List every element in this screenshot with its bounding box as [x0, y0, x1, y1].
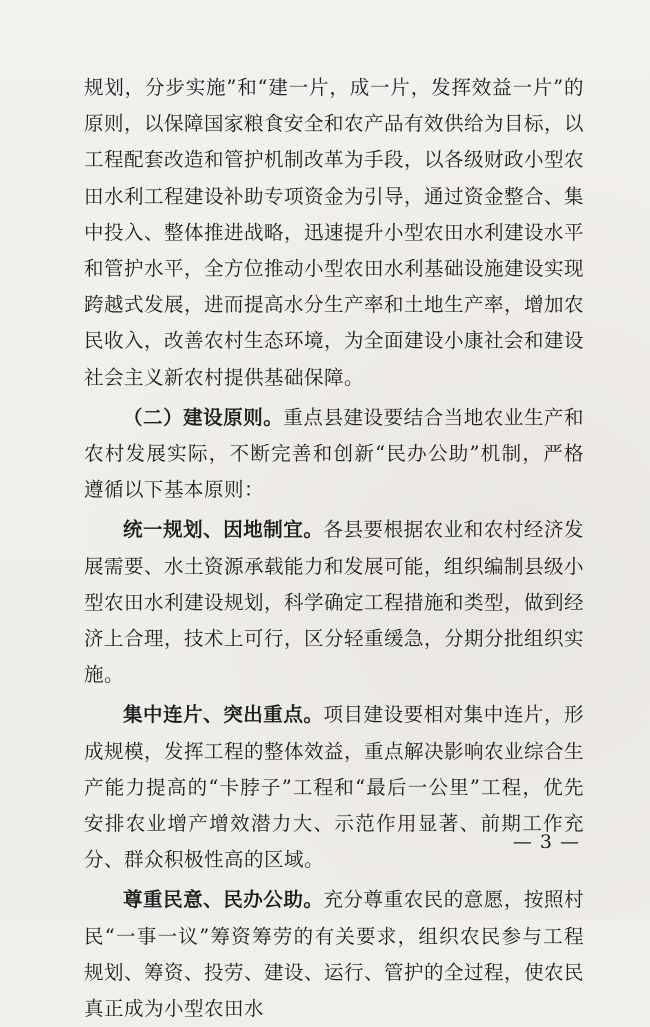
principle-heading-unified-planning: 统一规划、因地制宜。 [123, 518, 324, 542]
principle-heading-concentrated-focus: 集中连片、突出重点。 [123, 703, 324, 727]
paragraph-text: 各县要根据农业和农村经济发展需要、水土资源承载能力和发展可能，组织编制县级小型农田水利建设规划，科学确定工程措施和类型，做到经济上合理，技术上可行，区分轻重缓急，分期分批组织实施。 [84, 518, 585, 687]
paragraph-text: 重点县建设要结合当地农业生产和农村发展实际，不断完善和创新“民办公助”机制，严格遵循以下基本原则： [84, 405, 584, 502]
paragraph-concentrated-focus [84, 697, 584, 878]
paragraph-respect-public-will [84, 882, 584, 1027]
paragraph-text: 项目建设要相对集中连片，形成规模，发挥工程的整体效益，重点解决影响农业综合生产能力提高的“卡脖子”工程和“最后一公里”工程，优先安排农业增产增效潜力大、示范作用显著、前期工作充分、群众积极性高的区域。 [84, 703, 585, 872]
paragraph-text: 充分尊重农民的意愿，按照村民“一事一议”筹资筹劳的有关要求，组织农民参与工程规划、筹资、投劳、建设、运行、管护的全过程，使农民真正成为小型农田水 [84, 888, 585, 1021]
paragraph-unified-planning [84, 512, 584, 693]
section-heading-construction-principles: （二）建设原则。 [123, 405, 284, 429]
document-body [84, 70, 584, 1027]
paragraph-objectives-continued: 规划，分步实施”和“建一片，成一片，发挥效益一片”的原则，以保障国家粮食安全和农产品有效供给为目标，以工程配套改造和管护机制改革为手段，以各级财政小型农田水利工程建设补助专项资金为引导，通过资金整合、集中投入、整体推进战略，迅速提升小型农田水利建设水平和管护水平，全方位推动小型农田水利基础设施建设实现跨越式发展，进而提高水分生产率和土地生产率，增加农民收入，改善农村生态环境，为全面建设小康社会和建设社会主义新农村提供基础保障。 [84, 76, 585, 389]
paragraph-construction-principles [84, 400, 584, 509]
page-number: — 3 — [512, 831, 580, 853]
principle-heading-respect-public-will: 尊重民意、民办公助。 [123, 888, 324, 912]
